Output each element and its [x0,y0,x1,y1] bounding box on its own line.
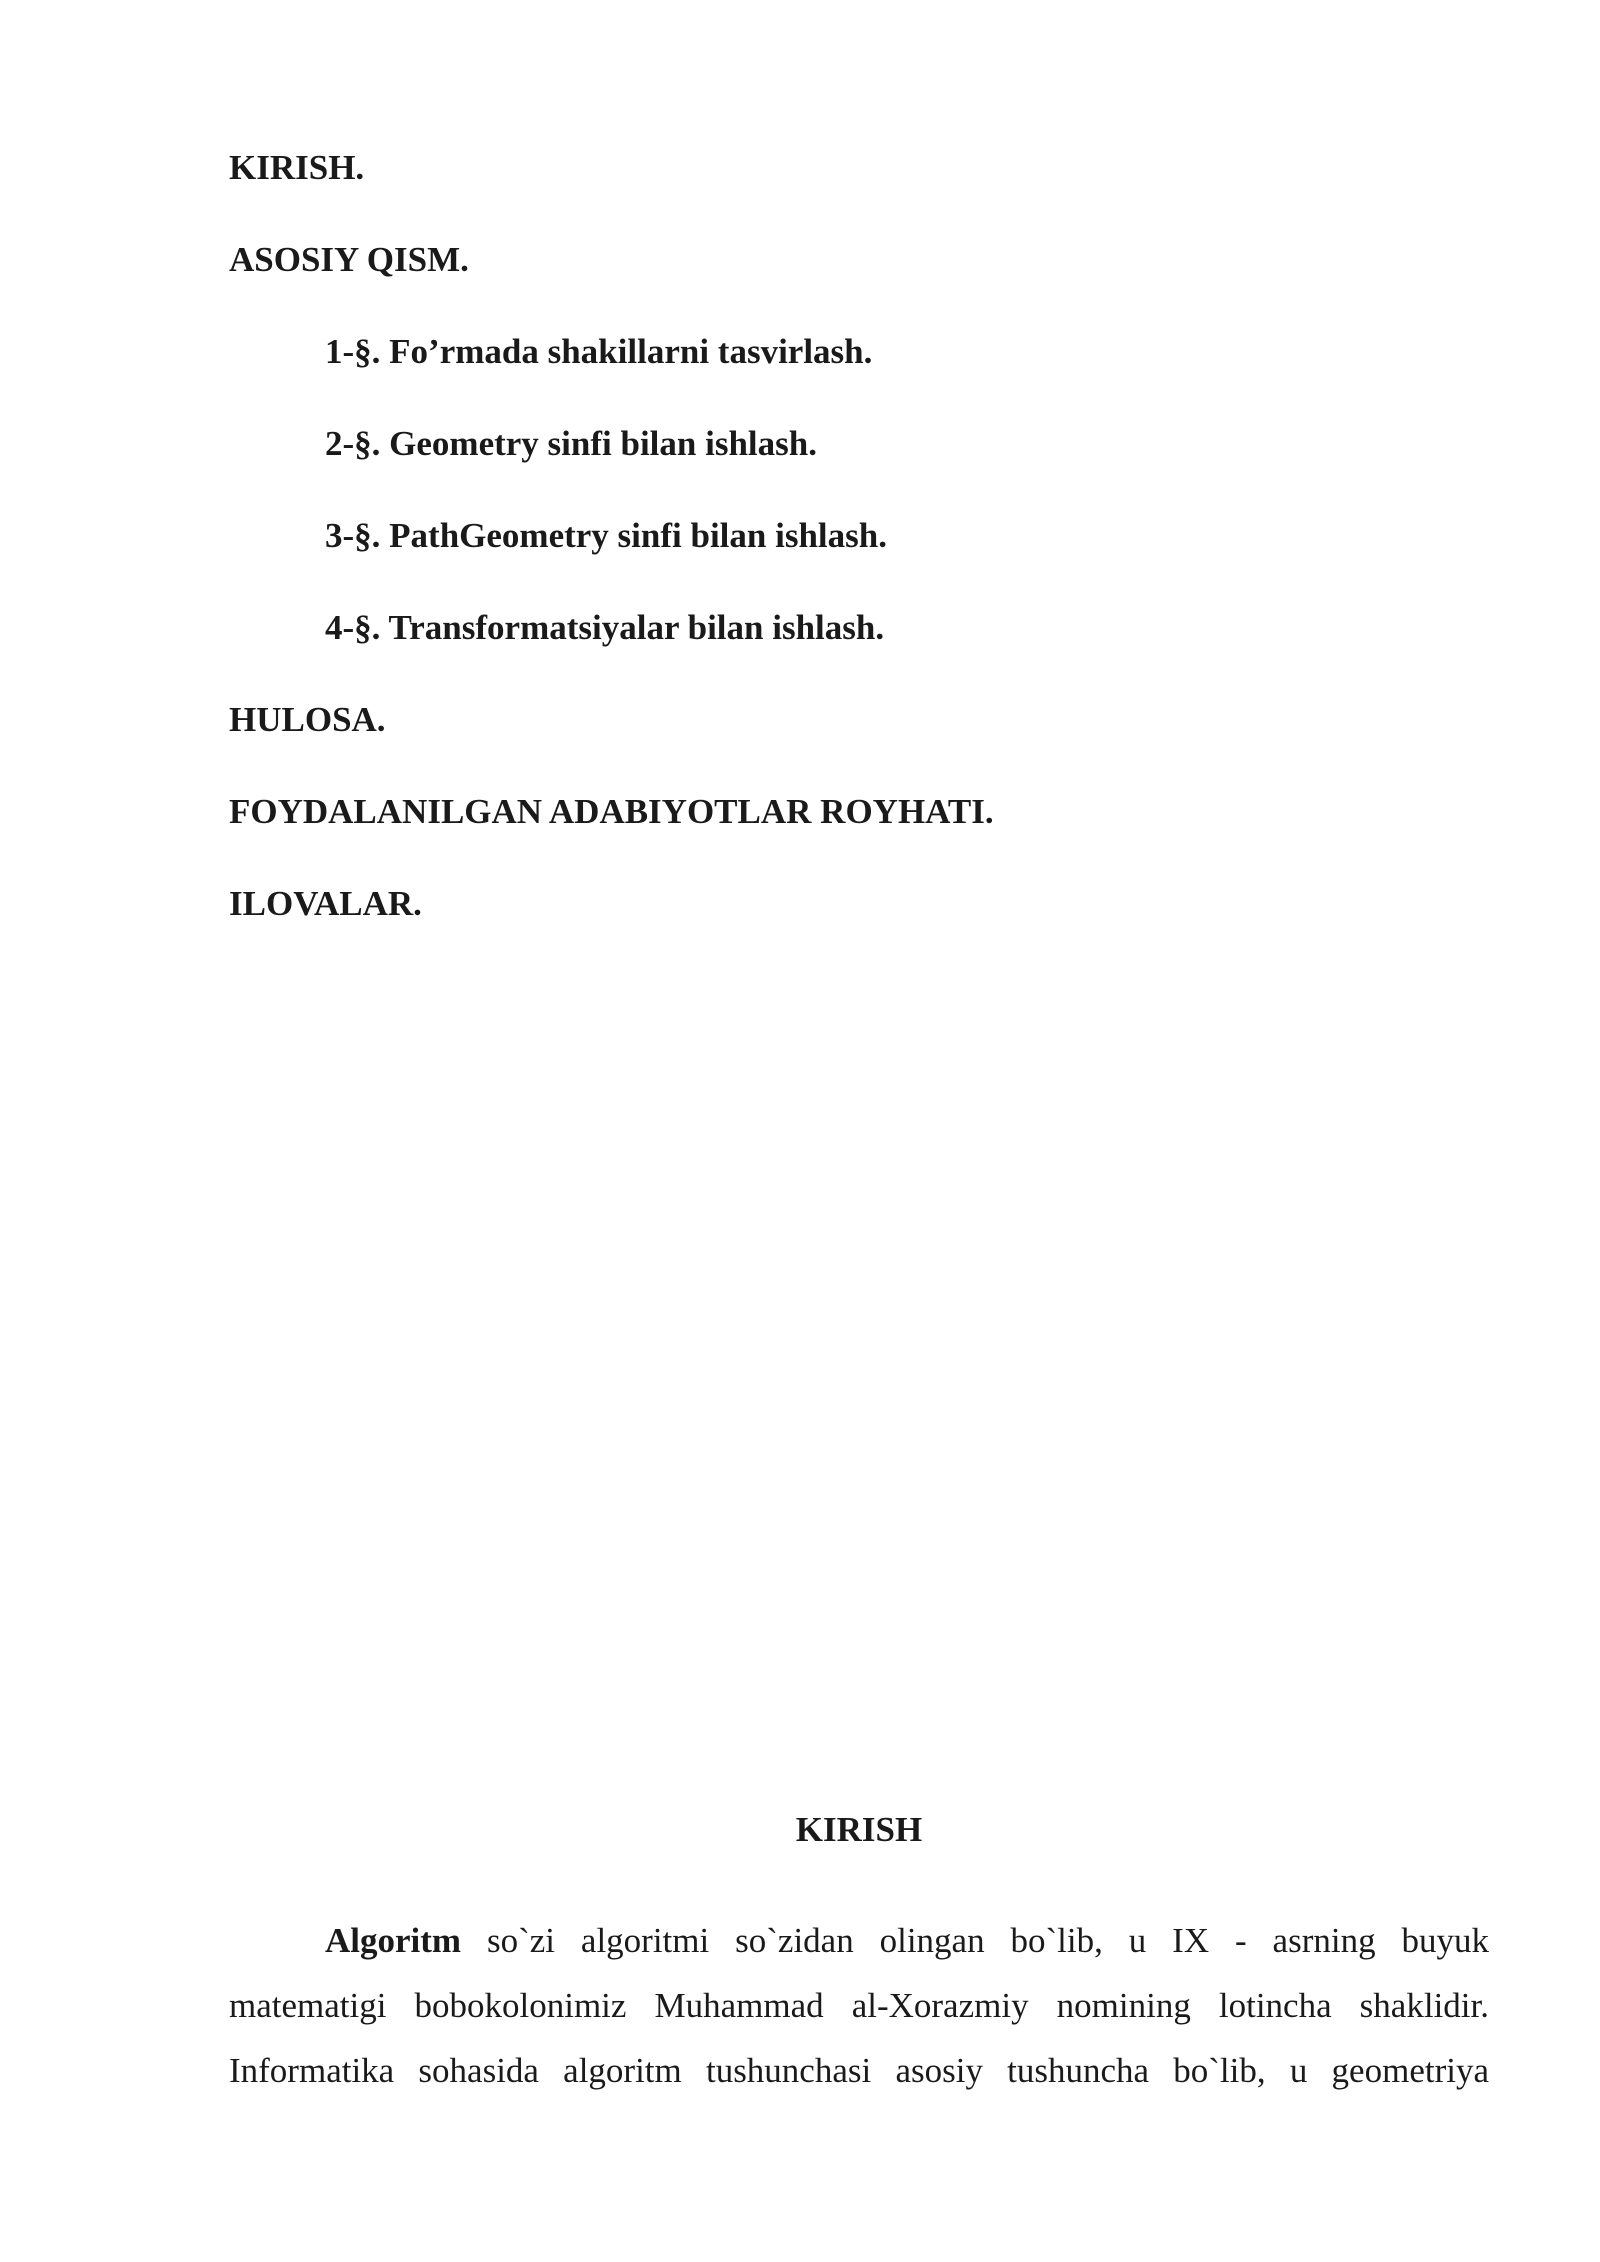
section-heading-kirish: KIRISH [795,1810,923,1849]
toc-item-section-1[interactable]: 1-§. Fo’rmada shakillarni tasvirlash. [325,332,873,371]
paragraph-line-1 [229,1908,1489,1973]
toc-item-section-4[interactable]: 4-§. Transformatsiyalar bilan ishlash. [325,608,885,647]
toc-item-kirish[interactable]: KIRISH. [229,148,365,187]
toc-item-adabiyotlar[interactable]: FOYDALANILGAN ADABIYOTLAR ROYHATI. [229,792,994,831]
lead-word: Algoritm [325,1921,462,1960]
paragraph-line-2: matematigi bobokolonimiz Muhammad al-Xorazmiy nomining lotincha shaklidir. [229,1986,1489,2025]
line-1-text: so`zi algoritmi so`zidan olingan bo`lib, u IX - asrning buyuk [461,1921,1489,1960]
toc-item-ilovalar[interactable]: ILOVALAR. [229,884,422,923]
intro-paragraph [229,1908,1489,2103]
toc-item-asosiy-qism[interactable]: ASOSIY QISM. [229,240,469,279]
table-of-contents [229,148,1489,976]
toc-item-hulosa[interactable]: HULOSA. [229,700,386,739]
paragraph-line-3: Informatika sohasida algoritm tushunchasi asosiy tushuncha bo`lib, u geometriya [229,2051,1489,2090]
toc-item-section-3[interactable]: 3-§. PathGeometry sinfi bilan ishlash. [325,516,887,555]
toc-item-section-2[interactable]: 2-§. Geometry sinfi bilan ishlash. [325,424,817,463]
